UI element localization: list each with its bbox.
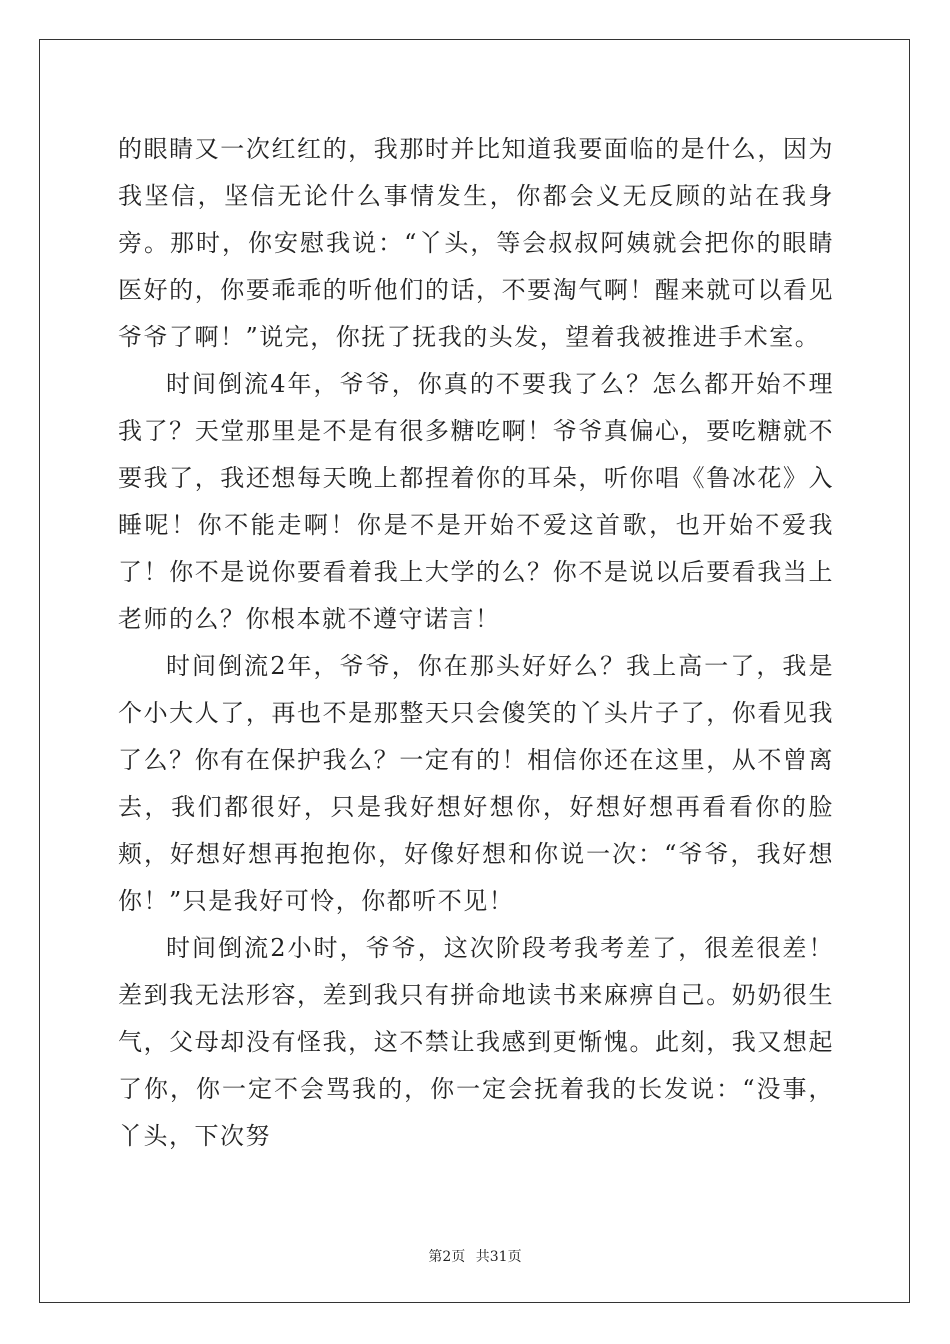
document-body	[118, 126, 834, 1160]
paragraph-1: 的眼睛又一次红红的，我那时并比知道我要面临的是什么，因为我坚信，坚信无论什么事情发生，你都会义无反顾的站在我身旁。那时，你安慰我说：“丫头，等会叔叔阿姨就会把你的眼睛医好的，你要乖乖的听他们的话，不要淘气啊！醒来就可以看见爷爷了啊！”说完，你抚了抚我的头发，望着我被推进手术室。	[118, 135, 834, 351]
page-total: 共31页	[475, 1249, 522, 1265]
page-footer	[0, 1246, 950, 1266]
paragraph-2: 时间倒流4年，爷爷，你真的不要我了么？怎么都开始不理我了？天堂那里是不是有很多糖吃啊！爷爷真偏心，要吃糖就不要我了，我还想每天晚上都捏着你的耳朵，听你唱《鲁冰花》入睡呢！你不能走啊！你是不是开始不爱这首歌，也开始不爱我了！你不是说你要看着我上大学的么？你不是说以后要看我当上老师的么？你根本就不遵守诺言！	[118, 370, 834, 633]
page-number: 第2页	[428, 1249, 466, 1265]
paragraph-4: 时间倒流2小时，爷爷，这次阶段考我考差了，很差很差！差到我无法形容，差到我只有拼命地读书来麻痹自己。奶奶很生气，父母却没有怪我，这不禁让我感到更惭愧。此刻，我又想起了你，你一定不会骂我的，你一定会抚着我的长发说：“没事，丫头，下次努	[118, 934, 834, 1150]
paragraph-3: 时间倒流2年，爷爷，你在那头好好么？我上高一了，我是个小大人了，再也不是那整天只会傻笑的丫头片子了，你看见我了么？你有在保护我么？一定有的！相信你还在这里，从不曾离去，我们都很好，只是我好想好想你，好想好想再看看你的脸颊，好想好想再抱抱你，好像好想和你说一次：“爷爷，我好想你！”只是我好可怜，你都听不见！	[118, 652, 834, 915]
